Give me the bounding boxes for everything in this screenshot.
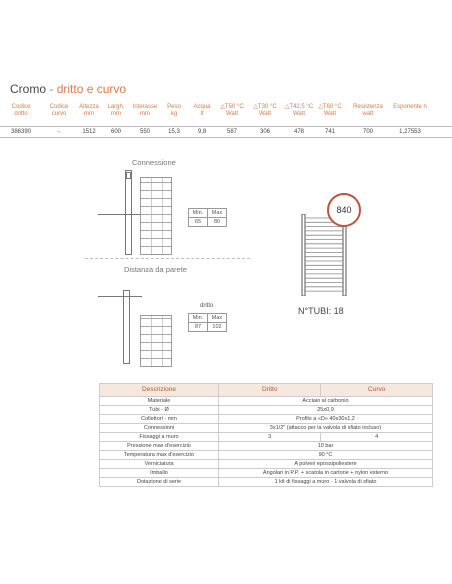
spec-cell: 306: [259, 129, 270, 135]
pipe-cap-top: [126, 172, 131, 179]
property-value: 4: [321, 433, 433, 442]
title-sub: - dritto e curvo: [49, 82, 127, 96]
distanza-table: [188, 313, 227, 332]
connection-line: [98, 214, 140, 215]
property-value: 25x0,9: [219, 406, 433, 415]
section-divider: [85, 258, 250, 259]
spec-cell: 700: [362, 129, 373, 135]
min-value: 65: [189, 218, 208, 227]
property-label: Pressione max d'esercizio: [100, 442, 219, 451]
spec-header-line1: Altezza: [79, 104, 99, 110]
spec-cell: 9,8: [197, 129, 207, 135]
size-badge: 840: [327, 193, 361, 227]
table-row: [100, 397, 433, 406]
spec-cell: 1512: [82, 129, 96, 135]
spec-header-cell: [310, 104, 350, 118]
spec-header-line1: △T60 °C: [318, 104, 342, 110]
property-value: 10 bar: [219, 442, 433, 451]
radiator-side-pipe: [125, 170, 132, 255]
spec-header-line1: △T30 °C: [253, 104, 277, 110]
property-value: Acciaio al carbonio: [219, 397, 433, 406]
max-label: Max: [208, 209, 227, 218]
spec-cell: 587: [226, 129, 237, 135]
table-row: [100, 451, 433, 460]
table-row: [100, 442, 433, 451]
connessione-table: [188, 208, 227, 227]
spec-cell: 600: [110, 129, 121, 135]
spec-header-line1: Peso: [167, 104, 181, 110]
spec-cell: 550: [139, 129, 150, 135]
radiator-side-pipe-2: [123, 290, 130, 364]
min-label: Min.: [189, 314, 208, 323]
spec-header-line1: Esponente n: [393, 104, 427, 110]
property-label: Temperatura max d'esercizio: [100, 451, 219, 460]
properties-header-cell: Dritto: [219, 384, 321, 397]
property-label: Dotazione di serie: [100, 478, 219, 487]
spec-cell: -: [58, 129, 60, 135]
table-row: [100, 406, 433, 415]
spec-header-line2: Watt: [225, 111, 239, 117]
spec-header-line2: Watt: [292, 111, 306, 117]
spec-header-line1: Largh.: [107, 104, 125, 110]
property-value: 1 kit di fissaggi a muro - 1 valvola di sfiato: [219, 478, 433, 487]
property-label: Collettori - mm: [100, 415, 219, 424]
connessione-label: Connessione: [132, 158, 176, 167]
table-row: [100, 460, 433, 469]
dritto-label: dritto: [200, 303, 214, 309]
property-value: Angolari in P.P. + scatola in cartone + nylon esterno: [219, 469, 433, 478]
distanza-label: Distanza da parete: [124, 265, 187, 274]
title-main: Cromo: [10, 82, 47, 96]
min-label: Min.: [189, 209, 208, 218]
tubi-count: N°TUBI: 18: [298, 306, 344, 316]
spec-header-line2: Watt: [258, 111, 272, 117]
property-value: 3: [219, 433, 321, 442]
spec-header-line2: curvo: [51, 111, 67, 117]
spec-header-line2: mm: [84, 111, 94, 117]
spec-header-line1: Interasse: [132, 104, 158, 110]
spec-header-cell: [390, 104, 430, 111]
properties-header-row: [100, 384, 433, 397]
properties-header-cell: Descrizione: [100, 384, 219, 397]
spec-header-line1: △T50 °C: [220, 104, 244, 110]
table-row: [100, 415, 433, 424]
spec-cell: 15,3: [168, 129, 180, 135]
property-value: 90 °C: [219, 451, 433, 460]
properties-table: [99, 383, 433, 487]
spec-header-line1: Codice: [49, 104, 69, 110]
spec-header-line1: Resistenza: [353, 104, 383, 110]
spec-header-line2: dritto: [14, 111, 28, 117]
max-label: Max: [208, 314, 227, 323]
spec-cell: 386390: [10, 129, 32, 135]
spec-cell: 478: [293, 129, 304, 135]
spec-header-line2: mm: [140, 111, 150, 117]
table-row: [100, 478, 433, 487]
spec-header-line1: Acqua: [193, 104, 211, 110]
spec-header-line1: Codice: [11, 104, 31, 110]
spec-header-line2: mm: [111, 111, 121, 117]
property-label: Verniciatura: [100, 460, 219, 469]
max-value: 80: [208, 218, 227, 227]
property-label: Tubi - Ø: [100, 406, 219, 415]
wall-section-2: [140, 315, 172, 367]
max-value: 102: [208, 323, 227, 332]
property-value: 3x1/2" (attacco per la valvola di sfiato incluso): [219, 424, 433, 433]
spec-header-line2: kg: [170, 111, 178, 117]
table-row: [100, 469, 433, 478]
wall-section: [140, 177, 172, 255]
spec-header-line2: lt: [200, 111, 204, 117]
page-title: [10, 82, 126, 96]
table-row: [100, 433, 433, 442]
table-row: [100, 424, 433, 433]
spec-header-line2: Watt: [323, 111, 337, 117]
property-value: Profilo a «D» 40x30x1,2: [219, 415, 433, 424]
property-value: A polveri epossipoliestere: [219, 460, 433, 469]
spec-cell: 741: [324, 129, 335, 135]
property-label: Imballo: [100, 469, 219, 478]
distance-line: [98, 296, 142, 297]
min-value: 87: [189, 323, 208, 332]
property-label: Materiale: [100, 397, 219, 406]
spec-table-row: [0, 126, 452, 138]
properties-header-cell: Curvo: [321, 384, 433, 397]
property-label: Fissaggi a muro: [100, 433, 219, 442]
spec-cell: 1,27553: [399, 129, 421, 135]
spec-header-line1: △T42,5 °C: [284, 104, 314, 110]
spec-header-cell: [1, 104, 41, 118]
spec-header-cell: [348, 104, 388, 118]
spec-header-line2: watt: [362, 111, 374, 117]
property-label: Connessioni: [100, 424, 219, 433]
